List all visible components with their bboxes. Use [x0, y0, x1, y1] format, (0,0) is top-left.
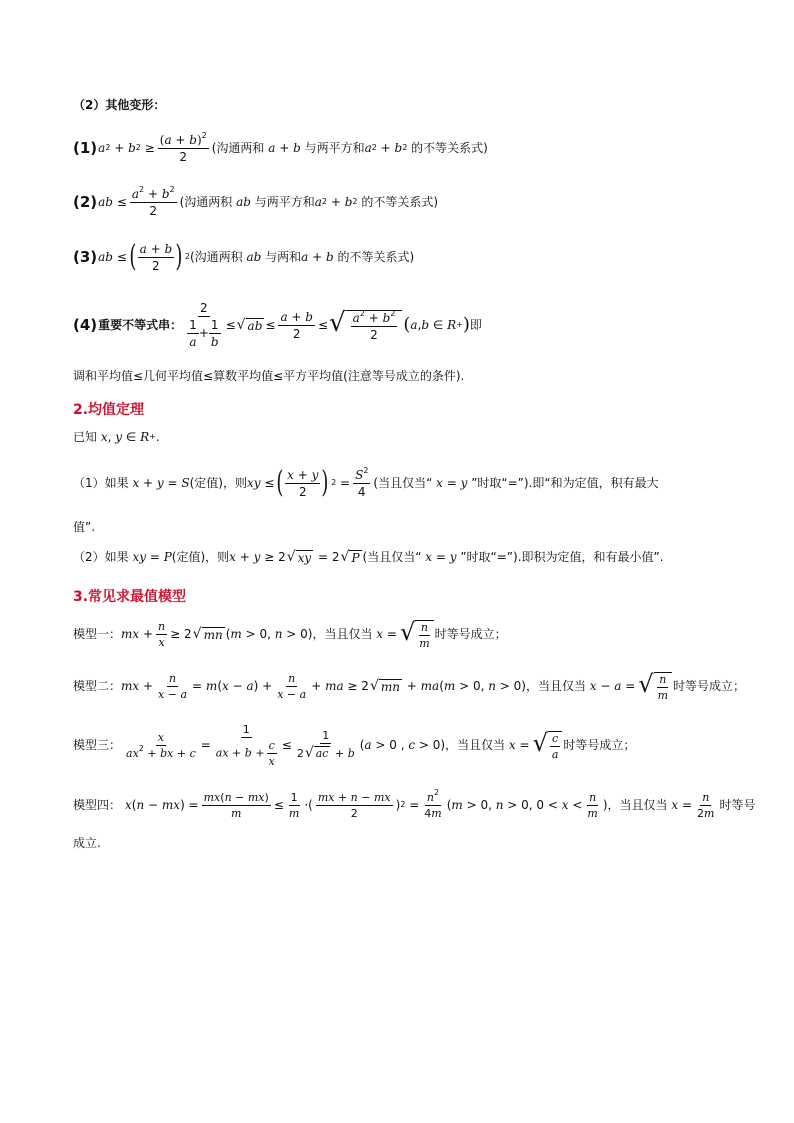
formula-2-note: (沟通两积 — [179, 195, 233, 209]
theorem-item-2: （2）如果 xy = P (定值)，则 x + y ≥ 2 √ xy = 2 √ P (当且仅当“ x = y ”时取“=”).即积为定值，和有最小值”. — [73, 549, 664, 565]
theorem-item-1: （1）如果 x + y = S (定值)，则 xy ≤ ( $\frac{x + y}{2}$ ) 2 = $\frac{S^2}{4}$ (当且仅当“ x = y ”时取“=”).即“和为定值，积有最大 — [73, 465, 659, 500]
formula-1: (1) a 2 + b 2 ≥ $\frac{(a + b)^2}{2}$ (沟通两和 a + b 与两平方和 a 2 + b 2 的不等关系式) — [73, 130, 488, 164]
circled-number-1: 1 — [79, 138, 91, 157]
heading-mean-theorem: 2.均值定理 — [73, 402, 145, 418]
section-other-title: （2）其他变形： — [73, 98, 166, 112]
heading-models: 3.常见求最值模型 — [73, 589, 187, 605]
model-2: 模型二： mx + $\frac{n}{x - a}$ = m ( x − a ) + $\frac{n}{x - a}$ + ma ≥ 2 √ mn + ma ( m > 0, n > 0) ，当且仅当 x − a = √ $\frac{n}{m}$ 时等号成立； — [73, 669, 746, 702]
circled-number-3: 3 — [79, 247, 91, 266]
model-1: 模型一： mx + $\frac{n}{x}$ ≥ 2 √ mn ( m > 0, n > 0) ，当且仅当 x = √ $\frac{n}{m}$ 时等号成立； — [73, 617, 507, 650]
formula-1-note: (沟通两和 — [211, 141, 265, 155]
theorem-item-1-cont: 值”. — [73, 520, 96, 534]
model-3: 模型三： $\frac{x}{ax^2 + bx + c}$ = 1 ax + b + $\frac{c}{x}$ ≤ 1 2 √ ac + b ( a > 0 , c > 0) ，当且仅当 x = √ $\frac{c}{a}$ 时等号成立； — [73, 722, 636, 768]
model-4: 模型四： x ( n − mx ) = $\frac{mx(n - mx)}{m}$ ≤ $\frac{1}{m}$ ·( $\frac{mx + n - mx}{2}$ ) 2 = $\frac{n^2}{4m}$ ( m > 0, n > 0, 0 < x < $\frac{n}{m}$ ) ，当且仅当 x = $\frac{n}{2m}$ 时等号 — [73, 787, 756, 820]
given-line: 已知 x , y ∈ R + . — [73, 430, 160, 444]
formula-2: (2) ab ≤ $\frac{a^2 + b^2}{2}$ (沟通两积 ab 与两平方和 a 2 + b 2 的不等关系式) — [73, 184, 438, 218]
model-4-cont: 成立. — [73, 836, 101, 850]
formula-3: (3) ab ≤ ( $\frac{a + b}{2}$ ) 2 (沟通两积 ab 与两和 a + b 的不等关系式) — [73, 239, 415, 274]
circled-number-2: 2 — [79, 192, 91, 211]
formula-4: (4) 重要不等式串： 2 $\frac{1}{a}$ + $\frac{1}{b}$ ≤ √ ab ≤ $\frac{a + b}{2}$ ≤ √ $\frac{a^2 + b^2}{2}$ ( a , b ∈ R + ) 即 — [73, 301, 482, 349]
means-chain-text: 调和平均值≤几何平均值≤算数平均值≤平方平均值(注意等号成立的条件). — [73, 369, 465, 383]
formula-4-label: 重要不等式串： — [98, 318, 183, 332]
circled-number-4: 4 — [79, 315, 91, 334]
formula-3-note: (沟通两积 — [189, 250, 243, 264]
